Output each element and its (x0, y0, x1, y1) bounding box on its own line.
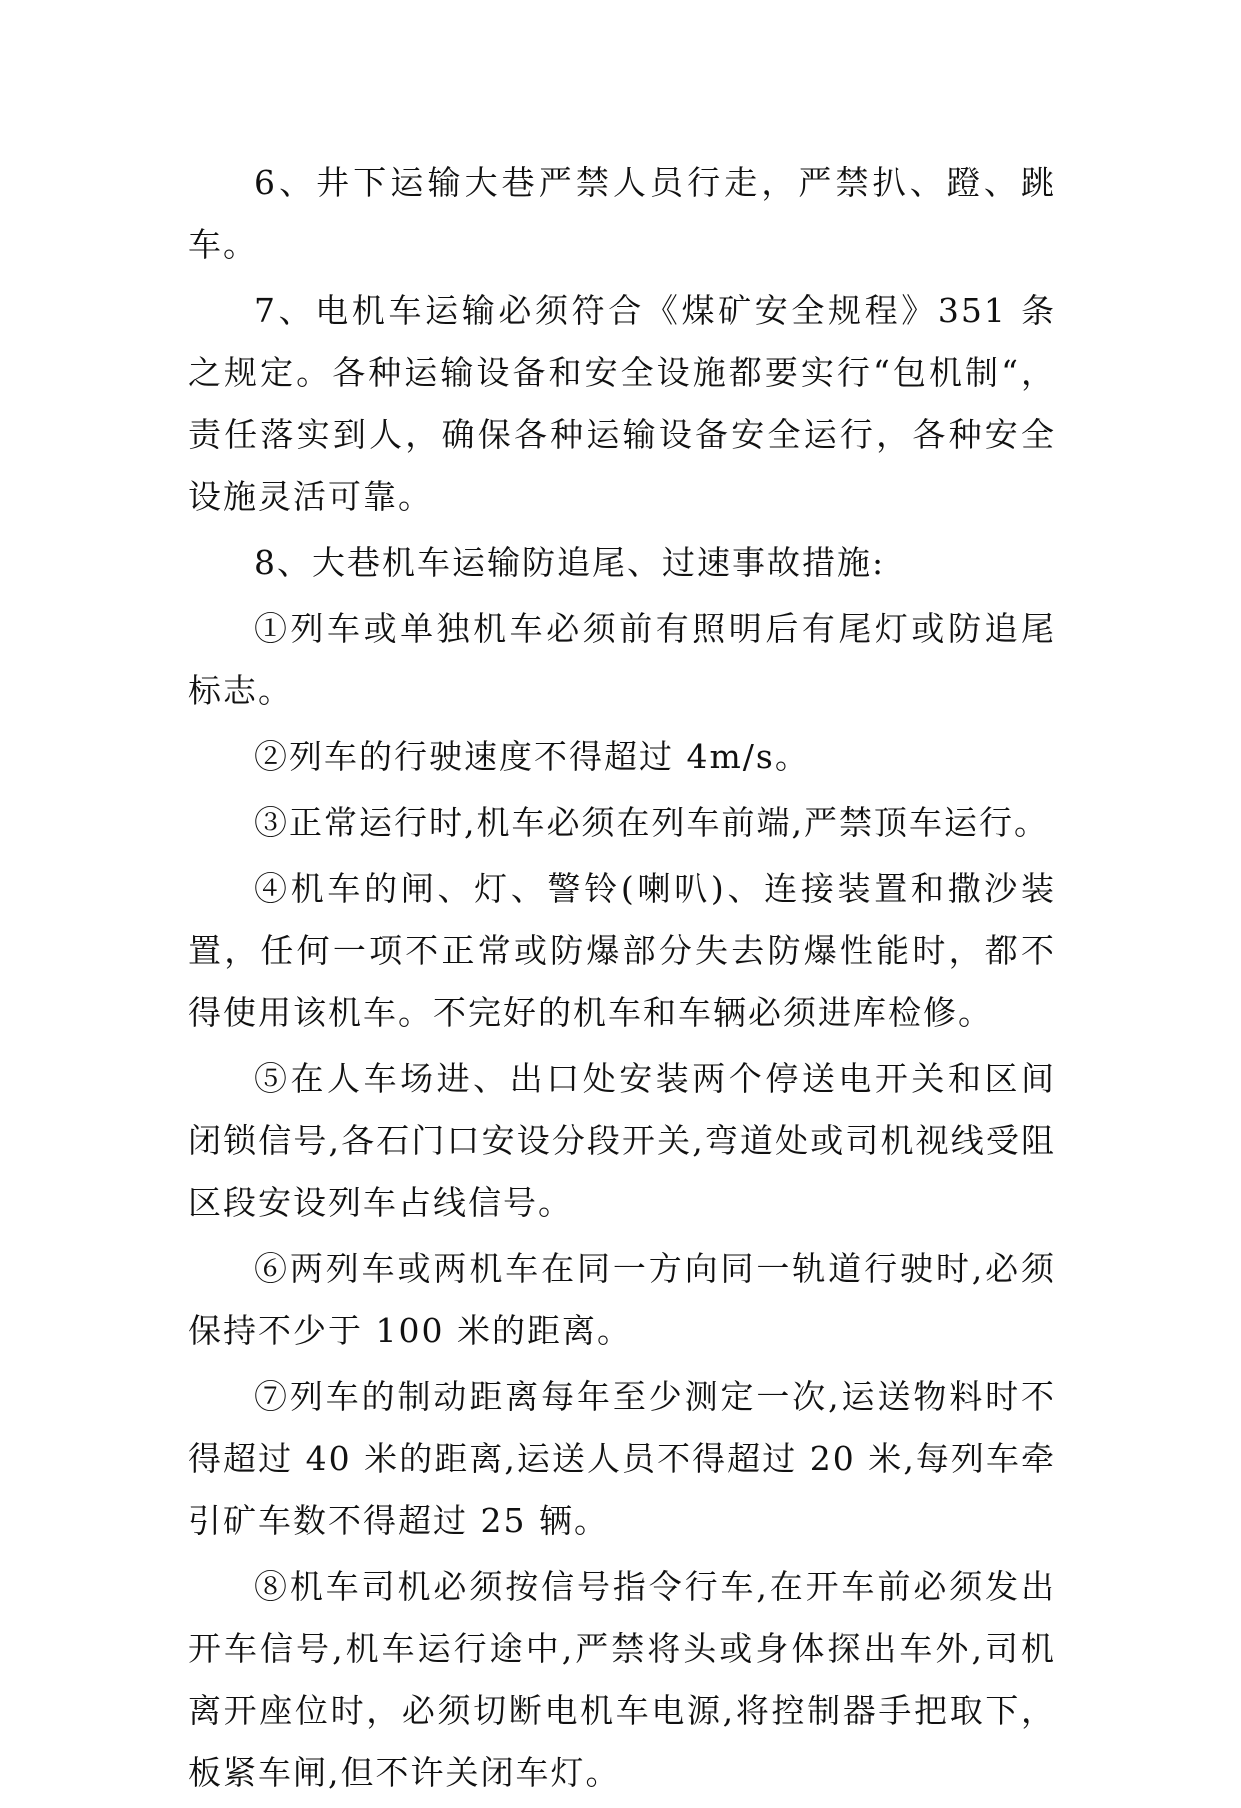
paragraph-measure-1: ①列车或单独机车必须前有照明后有尾灯或防追尾标志。 (188, 609, 1056, 710)
paragraph-measure-2: ②列车的行驶速度不得超过 4m/s。 (254, 737, 810, 776)
paragraph-measure-8: ⑧机车司机必须按信号指令行车,在开车前必须发出开车信号,机车运行途中,严禁将头或身体探出车外,司机离开座位时，必须切断电机车电源,将控制器手把取下，板紧车闸,但不许关闭车灯。 (188, 1567, 1056, 1792)
paragraph-item-6: 6、井下运输大巷严禁人员行走，严禁扒、蹬、跳车。 (188, 163, 1056, 264)
paragraph-measure-4: ④机车的闸、灯、警铃(喇叭)、连接装置和撒沙装置，任何一项不正常或防爆部分失去防爆性能时，都不得使用该机车。不完好的机车和车辆必须进库检修。 (188, 869, 1056, 1032)
paragraph-item-7: 7、电机车运输必须符合《煤矿安全规程》351 条之规定。各种运输设备和安全设施都要实行“包机制“，责任落实到人，确保各种运输设备安全运行，各种安全设施灵活可靠。 (188, 291, 1056, 516)
paragraph-measure-5: ⑤在人车场进、出口处安装两个停送电开关和区间闭锁信号,各石门口安设分段开关,弯道处或司机视线受阻区段安设列车占线信号。 (188, 1059, 1056, 1222)
paragraph-measure-6: ⑥两列车或两机车在同一方向同一轨道行驶时,必须保持不少于 100 米的距离。 (188, 1249, 1056, 1350)
paragraph-item-8: 8、大巷机车运输防追尾、过速事故措施: (254, 543, 886, 582)
paragraph-measure-7: ⑦列车的制动距离每年至少测定一次,运送物料时不得超过 40 米的距离,运送人员不得超过 20 米,每列车牵引矿车数不得超过 25 辆。 (188, 1377, 1056, 1540)
document-body (188, 152, 1056, 1808)
paragraph-measure-3: ③正常运行时,机车必须在列车前端,严禁顶车运行。 (254, 803, 1049, 842)
